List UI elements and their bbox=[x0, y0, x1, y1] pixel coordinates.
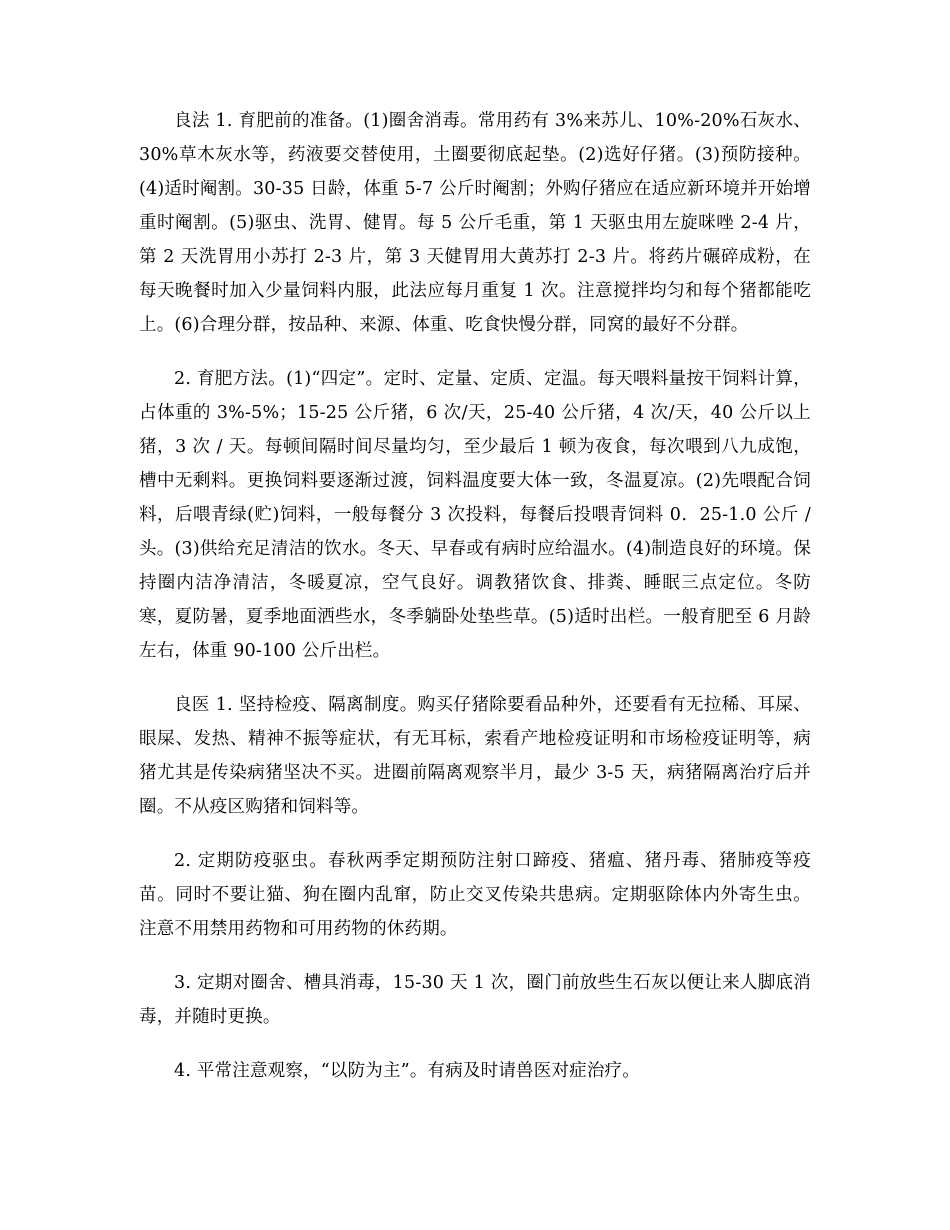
paragraph-vaccination: 2. 定期防疫驱虫。春秋两季定期预防注射口蹄疫、猪瘟、猪丹毒、猪肺疫等疫苗。同时不要让猫、狗在圈内乱窜，防止交叉传染共患病。定期驱除体内外寄生虫。注意不用禁用药物和可用药物的休药期。 bbox=[139, 851, 811, 939]
paragraph-observation: 4. 平常注意观察，“以防为主”。有病及时请兽医对症治疗。 bbox=[174, 1061, 640, 1081]
paragraph-disinfection: 3. 定期对圈舍、槽具消毒，15-30 天 1 次，圈门前放些生石灰以便让来人脚底消毒，并随时更换。 bbox=[139, 973, 811, 1027]
paragraph-fattening-prep: 良法 1. 育肥前的准备。(1)圈舍消毒。常用药有 3%来苏儿、10%-20%石灰水、30%草木灰水等，药液要交替使用，土圈要彻底起垫。(2)选好仔猪。(3)预防接种。(4)适时阉割。30-35 日龄，体重 5-7 公斤时阉割；外购仔猪应在适应新环境并开始增重时阉割。(5)驱虫、洗胃、健胃。每 5 公斤毛重，第 1 天驱虫用左旋咪唑 2-4 片，第 2 天洗胃用小苏打 2-3 片，第 3 天健胃用大黄苏打 2-3 片。将药片碾碎成粉，在每天晚餐时加入少量饲料内服，此法应每月重复 1 次。注意搅拌均匀和每个猪都能吃上。(6)合理分群，按品种、来源、体重、吃食快慢分群，同窝的最好不分群。 bbox=[139, 111, 811, 335]
document-body bbox=[139, 104, 811, 1108]
paragraph-fattening-method: 2. 育肥方法。(1)“四定”。定时、定量、定质、定温。每天喂料量按干饲料计算，占体重的 3%-5%；15-25 公斤猪，6 次/天，25-40 公斤猪，4 次/天，40 公斤以上猪，3 次 / 天。每顿间隔时间尽量均匀，至少最后 1 顿为夜食，每次喂到八九成饱，槽中无剩料。更换饲料要逐渐过渡，饲料温度要大体一致，冬温夏凉。(2)先喂配合饲料，后喂青绿(贮)饲料，一般每餐分 3 次投料，每餐后投喂青饲料 0．25-1.0 公斤 / 头。(3)供给充足清洁的饮水。冬天、早春或有病时应给温水。(4)制造良好的环境。保持圈内洁净清洁，冬暖夏凉，空气良好。调教猪饮食、排粪、睡眠三点定位。冬防寒，夏防暑，夏季地面洒些水，冬季躺卧处垫些草。(5)适时出栏。一般育肥至 6 月龄左右，体重 90-100 公斤出栏。 bbox=[139, 369, 811, 661]
paragraph-quarantine: 良医 1. 坚持检疫、隔离制度。购买仔猪除要看品种外，还要看有无拉稀、耳屎、眼屎、发热、精神不振等症状，有无耳标，索看产地检疫证明和市场检疫证明等，病猪尤其是传染病猪坚决不买。进圈前隔离观察半月，最少 3-5 天，病猪隔离治疗后并圈。不从疫区购猪和饲料等。 bbox=[139, 695, 811, 817]
